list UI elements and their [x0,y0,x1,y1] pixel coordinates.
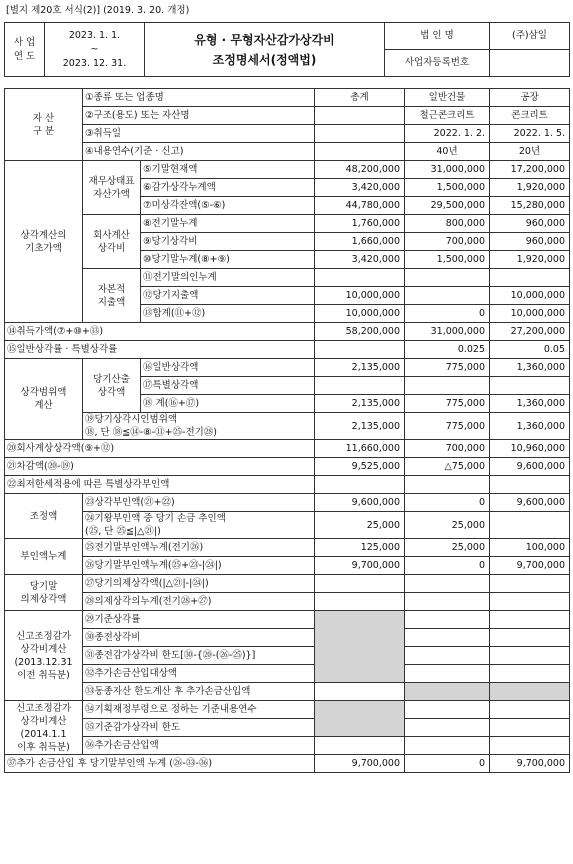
new-group-label [5,701,83,755]
base-group-text: 상각계산의 기초가액 [20,229,67,254]
row-24-col1[interactable]: 25,000 [405,512,490,539]
row-31-col1[interactable] [405,647,490,665]
deem-group-text: 당기말 의제상각액 [20,580,67,605]
row-20-col2[interactable]: 10,960,000 [490,440,570,458]
co-group-text: 회사계산 상각비 [93,229,130,254]
row-37-col1[interactable]: 0 [405,755,490,773]
row-32-col2[interactable] [490,665,570,683]
row-12-col1[interactable] [405,287,490,305]
row-21-col2[interactable]: 9,600,000 [490,458,570,476]
row-18-label: ⑱ 계(⑯+⑰) [141,395,315,413]
row-31-label: ㉛종전감가상각비 한도[㉚-{⑳-(㉖-㉕)}] [83,647,315,665]
row-5-col1[interactable]: 31,000,000 [405,161,490,179]
biz-reg-label: 사업자등록번호 [385,50,490,77]
row-3-total[interactable] [315,125,405,143]
row-19-label-2: ⑱, 단 ⑱≦⑭-⑧-⑪+㉕-전기㉘) [85,427,218,438]
row-35-col2[interactable] [490,719,570,737]
row-28-col1[interactable] [405,593,490,611]
row-1-col2[interactable]: 공장 [490,89,570,107]
fs-group-text: 재무상태표 자산가액 [88,175,135,200]
row-2-col2[interactable]: 콘크리트 [490,107,570,125]
row-37-label: ㊲추가 손금산입 후 당기말부인액 누계 (㉖-㉝-㊱) [5,755,315,773]
row-6-total[interactable]: 3,420,000 [315,179,405,197]
row-14-label: ⑭취득가액(⑦+⑩+⑬) [5,323,315,341]
row-33-label: ㉝동종자산 한도계산 후 추가손금산입액 [83,683,315,701]
row-20-label: ⑳회사계상상각액(⑨+⑫) [5,440,315,458]
row-1-col1[interactable]: 일반건물 [405,89,490,107]
table-row [5,683,570,701]
row-36-col2[interactable] [490,737,570,755]
table-row [5,440,570,458]
row-10-col1[interactable]: 1,500,000 [405,251,490,269]
table-row [5,269,570,287]
table-row [5,215,570,233]
row-25-total[interactable]: 125,000 [315,539,405,557]
row-4-label: ④내용연수(기준 · 신고) [83,143,315,161]
business-year-label-2: 연 도 [13,50,36,62]
row-29-col2[interactable] [490,611,570,629]
row-34-col2[interactable] [490,701,570,719]
biz-reg-value[interactable] [490,50,570,77]
table-row [5,719,570,737]
row-37-col2[interactable]: 9,700,000 [490,755,570,773]
old-group-label [5,611,83,701]
table-row [5,323,570,341]
row-12-col2[interactable]: 10,000,000 [490,287,570,305]
row-26-col1[interactable]: 0 [405,557,490,575]
row-28-label: ㉘의제상각의누계(전기㉘+㉗) [83,593,315,611]
row-7-label: ⑦미상각잔액(⑤-⑥) [141,197,315,215]
row-9-total[interactable]: 1,660,000 [315,233,405,251]
row-24-total[interactable]: 25,000 [315,512,405,539]
row-9-col2[interactable]: 960,000 [490,233,570,251]
row-22-col2[interactable] [490,476,570,494]
row-2-label: ②구조(용도) 또는 자산명 [83,107,315,125]
row-17-col1[interactable] [405,377,490,395]
period-end: 2023. 12. 31. [62,57,127,69]
table-row [5,593,570,611]
row-33-total[interactable] [315,683,405,701]
row-1-label: ①종류 또는 업종명 [83,89,315,107]
row-36-label: ㊱추가손금산입액 [83,737,315,755]
row-8-col1[interactable]: 800,000 [405,215,490,233]
row-6-col2[interactable]: 1,920,000 [490,179,570,197]
row-22-col1[interactable] [405,476,490,494]
row-37-total[interactable]: 9,700,000 [315,755,405,773]
table-row [5,89,570,107]
row-28-col2[interactable] [490,593,570,611]
shaded-cell [315,701,405,737]
business-year-label [5,23,45,77]
row-31-col2[interactable] [490,647,570,665]
table-row [5,665,570,683]
adj-group-label: 조정액 [5,494,83,539]
row-10-label: ⑩당기말누계(⑧+⑨) [141,251,315,269]
table-row [5,575,570,593]
row-6-label: ⑥감가상각누계액 [141,179,315,197]
row-26-total[interactable]: 9,700,000 [315,557,405,575]
row-8-label: ⑧전기말누계 [141,215,315,233]
row-4-col1[interactable]: 40년 [405,143,490,161]
col-total-header: 총계 [315,89,405,107]
row-24-label [83,512,315,539]
shaded-cell [315,611,405,683]
cur-group-label [83,359,141,413]
table-row [5,755,570,773]
table-row [5,476,570,494]
row-17-total[interactable] [315,377,405,395]
row-27-col2[interactable] [490,575,570,593]
row-17-col2[interactable] [490,377,570,395]
corp-name-label: 법 인 명 [385,23,490,50]
title-line-1: 유형 · 무형자산감가상각비 [194,32,335,47]
row-5-label: ⑤기말현재액 [141,161,315,179]
row-35-label: ㉟기준감가상각비 한도 [83,719,315,737]
row-11-label: ⑪전기말의인누계 [141,269,315,287]
row-19-total[interactable]: 2,135,000 [315,413,405,440]
row-16-col1[interactable]: 775,000 [405,359,490,377]
row-35-col1[interactable] [405,719,490,737]
new-group-text: 신고조정감가 상각비계산 (2014.1.1 이후 취득분) [15,702,72,753]
business-period [45,23,145,77]
row-14-col2[interactable]: 27,200,000 [490,323,570,341]
row-16-col2[interactable]: 1,360,000 [490,359,570,377]
fs-group-label [83,161,141,215]
depreciation-table [4,88,570,773]
row-11-total[interactable] [315,269,405,287]
row-21-total[interactable]: 9,525,000 [315,458,405,476]
header-table [4,22,570,77]
row-32-col1[interactable] [405,665,490,683]
limit-group-label [5,359,83,440]
base-group-label [5,161,83,323]
row-27-col1[interactable] [405,575,490,593]
row-15-label: ⑮일반상각률 · 특별상각률 [5,341,315,359]
row-34-col1[interactable] [405,701,490,719]
row-3-label: ③취득일 [83,125,315,143]
row-5-col2[interactable]: 17,200,000 [490,161,570,179]
row-28-total[interactable] [315,593,405,611]
row-32-label: ㉜추가손금산입대상액 [83,665,315,683]
asset-group-label [5,89,83,161]
row-12-total[interactable]: 10,000,000 [315,287,405,305]
table-row [5,737,570,755]
row-7-col1[interactable]: 29,500,000 [405,197,490,215]
row-30-label: ㉚종전상각비 [83,629,315,647]
row-3-col1[interactable]: 2022. 1. 2. [405,125,490,143]
row-7-total[interactable]: 44,780,000 [315,197,405,215]
row-19-col1[interactable]: 775,000 [405,413,490,440]
shaded-cell [405,683,490,701]
row-30-col2[interactable] [490,629,570,647]
table-row [5,161,570,179]
row-4-col2[interactable]: 20년 [490,143,570,161]
row-20-col1[interactable]: 700,000 [405,440,490,458]
row-13-label: ⑬합계(⑪+⑫) [141,305,315,323]
row-2-total[interactable] [315,107,405,125]
row-16-label: ⑯일반상각액 [141,359,315,377]
table-row [5,125,570,143]
row-13-total[interactable]: 10,000,000 [315,305,405,323]
row-14-total[interactable]: 58,200,000 [315,323,405,341]
row-19-col2[interactable]: 1,360,000 [490,413,570,440]
row-22-total[interactable] [315,476,405,494]
row-9-label: ⑨당기상각비 [141,233,315,251]
table-row [5,359,570,377]
row-22-label: ㉒최저한세적용에 따른 특별상각부인액 [5,476,315,494]
row-12-label: ⑫당기지출액 [141,287,315,305]
table-row [5,143,570,161]
table-row [5,494,570,512]
row-23-col1[interactable]: 0 [405,494,490,512]
row-23-total[interactable]: 9,600,000 [315,494,405,512]
row-29-label: ㉙기준상각률 [83,611,315,629]
row-3-col2[interactable]: 2022. 1. 5. [490,125,570,143]
row-13-col1[interactable]: 0 [405,305,490,323]
shaded-cell [490,683,570,701]
business-year-label-1: 사 업 [13,36,36,48]
table-row [5,107,570,125]
asset-group-text: 자 산 구 분 [32,112,55,137]
row-36-col1[interactable] [405,737,490,755]
row-5-total[interactable]: 48,200,000 [315,161,405,179]
table-row [5,539,570,557]
title-line-2: 조정명세서(정액법) [212,52,317,67]
deny-group-label: 부인액누계 [5,539,83,575]
cap-group-label [83,269,141,323]
table-row [5,341,570,359]
row-24-label-2: (㉕, 단 ㉕≦|△㉑|) [85,526,161,537]
cur-group-text: 당기산출 상각액 [93,373,130,398]
row-14-col1[interactable]: 31,000,000 [405,323,490,341]
row-9-col1[interactable]: 700,000 [405,233,490,251]
row-15-col1[interactable]: 0.025 [405,341,490,359]
row-11-col1[interactable] [405,269,490,287]
row-19-label-1: ⑲당기상각시인범위액 [85,414,178,425]
row-18-col2[interactable]: 1,360,000 [490,395,570,413]
row-15-total[interactable] [315,341,405,359]
row-16-total[interactable]: 2,135,000 [315,359,405,377]
period-start: 2023. 1. 1. [68,29,121,41]
row-21-col1[interactable]: △75,000 [405,458,490,476]
row-24-col2[interactable] [490,512,570,539]
row-17-label: ⑰특별상각액 [141,377,315,395]
corp-name-value[interactable]: (주)삼일 [490,23,570,50]
limit-group-text: 상각범위액 계산 [20,387,67,411]
row-10-col2[interactable]: 1,920,000 [490,251,570,269]
row-20-total[interactable]: 11,660,000 [315,440,405,458]
row-18-total[interactable]: 2,135,000 [315,395,405,413]
row-27-label: ㉗당기의제상각액(|△㉑|-|㉔|) [83,575,315,593]
period-tilde: ~ [90,43,99,55]
table-row [5,458,570,476]
table-row [5,557,570,575]
row-11-col2[interactable] [490,269,570,287]
row-8-col2[interactable]: 960,000 [490,215,570,233]
row-10-total[interactable]: 3,420,000 [315,251,405,269]
table-row [5,611,570,629]
row-30-col1[interactable] [405,629,490,647]
row-29-col1[interactable] [405,611,490,629]
row-26-col2[interactable]: 9,700,000 [490,557,570,575]
row-13-col2[interactable]: 10,000,000 [490,305,570,323]
old-group-text: 신고조정감가 상각비계산 (2013.12.31 이전 취득분) [14,630,73,681]
form-title [145,23,385,77]
row-8-total[interactable]: 1,760,000 [315,215,405,233]
row-21-label: ㉑차감액(⑳-⑲) [5,458,315,476]
cap-group-text: 자본적 지출액 [97,283,126,308]
row-34-label: ㉞기획재정부령으로 정하는 기준내용연수 [83,701,315,719]
row-19-label [83,413,315,440]
row-23-label: ㉓상각부인액(㉑+㉒) [83,494,315,512]
row-23-col2[interactable]: 9,600,000 [490,494,570,512]
row-24-label-1: ㉔기왕부인액 중 당기 손금 추인액 [85,513,226,524]
row-2-col1[interactable]: 철근콘크리트 [405,107,490,125]
row-25-col2[interactable]: 100,000 [490,539,570,557]
co-group-label [83,215,141,269]
table-row [5,647,570,665]
row-4-total[interactable] [315,143,405,161]
table-row [5,701,570,719]
row-18-col1[interactable]: 775,000 [405,395,490,413]
form-number-note: [별지 제20호 서식(2)] (2019. 3. 20. 개정) [6,5,190,16]
table-row [5,629,570,647]
row-26-label: ㉖당기말부인액누계(㉕+㉓-|㉔|) [83,557,315,575]
deem-group-label [5,575,83,611]
row-25-col1[interactable]: 25,000 [405,539,490,557]
row-6-col1[interactable]: 1,500,000 [405,179,490,197]
row-36-total[interactable] [315,737,405,755]
row-7-col2[interactable]: 15,280,000 [490,197,570,215]
row-15-col2[interactable]: 0.05 [490,341,570,359]
row-25-label: ㉕전기말부인액누계(전기㉖) [83,539,315,557]
row-27-total[interactable] [315,575,405,593]
